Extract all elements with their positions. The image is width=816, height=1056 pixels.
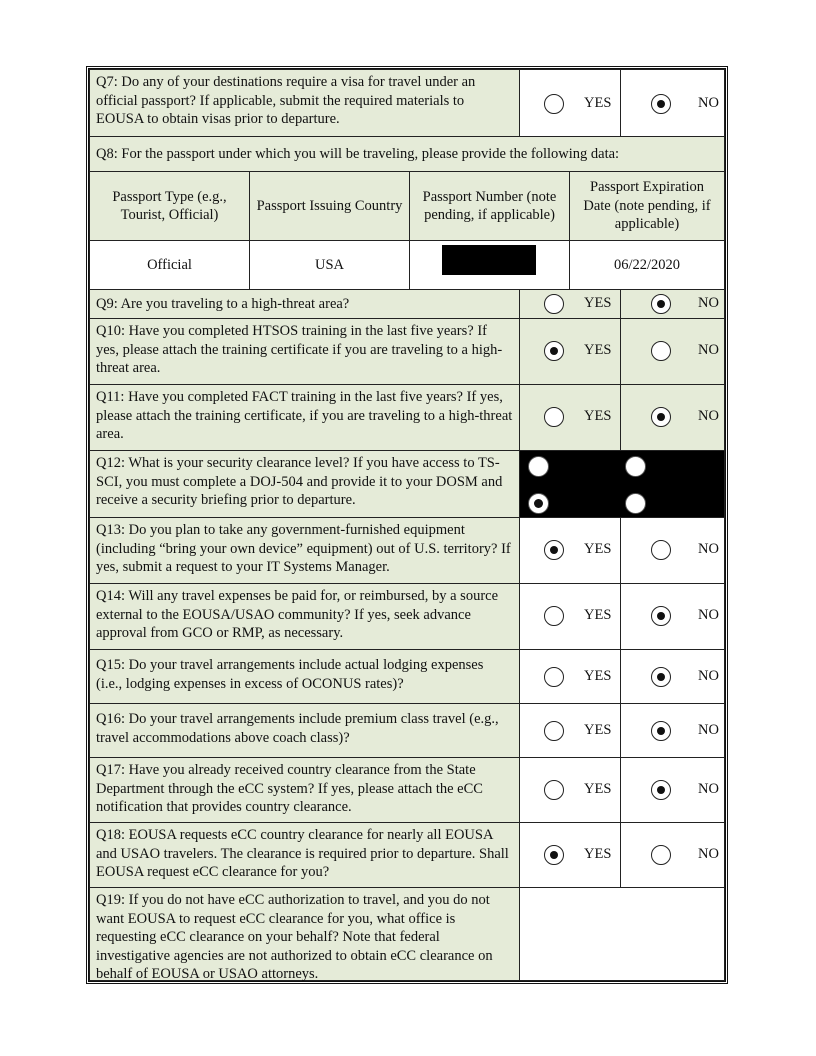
q7-question: Q7: Do any of your destinations require a visa for travel under an official passport? If applicable, submit the required materials to EOUSA to obtain visas prior to departure. (89, 69, 520, 137)
q14-no-label: NO (698, 607, 719, 623)
q15-yes-label: YES (584, 668, 612, 684)
q7-yes-option[interactable] (519, 69, 621, 137)
q9-no-option[interactable] (620, 289, 725, 319)
q16-yes-radio[interactable] (544, 721, 564, 741)
q9-question: Q9: Are you traveling to a high-threat area? (89, 289, 520, 319)
q7-no-label: NO (698, 95, 719, 111)
q18-yes-label: YES (584, 846, 612, 862)
q16-no-option[interactable] (620, 703, 725, 758)
q12-clearance-redacted[interactable] (519, 450, 725, 518)
q13-no-radio[interactable] (651, 540, 671, 560)
q12-option-4-radio[interactable] (625, 493, 646, 514)
q16-question: Q16: Do your travel arrangements include premium class travel (e.g., travel accommodations above coach class)? (89, 703, 520, 758)
q11-no-radio[interactable] (651, 407, 671, 427)
q13-no-label: NO (698, 541, 719, 557)
q10-yes-option[interactable] (519, 318, 621, 385)
q17-question: Q17: Have you already received country clearance from the State Department through the eCC system? If yes, please attach the eCC notification that provides country clearance. (89, 757, 520, 823)
q11-question: Q11: Have you completed FACT training in the last five years? If yes, please attach the training certificate, if you are traveling to a high-threat area. (89, 384, 520, 451)
q15-no-radio[interactable] (651, 667, 671, 687)
passport-country-header: Passport Issuing Country (249, 171, 410, 241)
q14-no-option[interactable] (620, 583, 725, 650)
q9-yes-option[interactable] (519, 289, 621, 319)
q19-question: Q19: If you do not have eCC authorization to travel, and you do not want EOUSA to request eCC clearance for you, what office is requesting eCC clearance on your behalf? Note that federal investigative agencies are not authorized to obtain eCC clearance on behalf of EOUSA or USAO attorneys. (89, 887, 520, 981)
q9-yes-radio[interactable] (544, 294, 564, 314)
q18-no-option[interactable] (620, 822, 725, 888)
q19-answer-field[interactable] (519, 887, 725, 981)
q16-yes-label: YES (584, 722, 612, 738)
q10-yes-radio[interactable] (544, 341, 564, 361)
q11-no-option[interactable] (620, 384, 725, 451)
q7-no-option[interactable] (620, 69, 725, 137)
q16-no-radio[interactable] (651, 721, 671, 741)
q10-yes-label: YES (584, 342, 612, 358)
q14-yes-radio[interactable] (544, 606, 564, 626)
q18-yes-radio[interactable] (544, 845, 564, 865)
q15-yes-radio[interactable] (544, 667, 564, 687)
q11-yes-option[interactable] (519, 384, 621, 451)
q11-no-label: NO (698, 408, 719, 424)
q11-yes-radio[interactable] (544, 407, 564, 427)
q10-no-label: NO (698, 342, 719, 358)
q9-yes-label: YES (584, 295, 612, 311)
passport-type-value[interactable]: Official (89, 240, 250, 290)
q9-no-radio[interactable] (651, 294, 671, 314)
q13-yes-label: YES (584, 541, 612, 557)
redaction-block (442, 245, 536, 275)
q15-no-option[interactable] (620, 649, 725, 704)
q15-no-label: NO (698, 668, 719, 684)
q17-yes-label: YES (584, 781, 612, 797)
q12-option-3-radio[interactable] (528, 493, 549, 514)
q14-no-radio[interactable] (651, 606, 671, 626)
q14-yes-label: YES (584, 607, 612, 623)
q7-no-radio[interactable] (651, 94, 671, 114)
q12-question: Q12: What is your security clearance level? If you have access to TS-SCI, you must complete a DOJ-504 and provide it to your DOSM and receive a security briefing prior to departure. (89, 450, 520, 518)
q17-yes-radio[interactable] (544, 780, 564, 800)
passport-number-value[interactable] (409, 240, 570, 290)
q13-yes-option[interactable] (519, 517, 621, 584)
q15-yes-option[interactable] (519, 649, 621, 704)
passport-country-value[interactable]: USA (249, 240, 410, 290)
q18-yes-option[interactable] (519, 822, 621, 888)
q16-no-label: NO (698, 722, 719, 738)
passport-type-header: Passport Type (e.g., Tourist, Official) (89, 171, 250, 241)
q17-no-radio[interactable] (651, 780, 671, 800)
q7-yes-radio[interactable] (544, 94, 564, 114)
passport-expiration-header: Passport Expiration Date (note pending, if applicable) (569, 171, 725, 241)
q16-yes-option[interactable] (519, 703, 621, 758)
passport-expiration-value[interactable]: 06/22/2020 (569, 240, 725, 290)
q12-option-1-radio[interactable] (528, 456, 549, 477)
travel-questionnaire-form (86, 66, 728, 984)
q18-no-label: NO (698, 846, 719, 862)
q12-option-2-radio[interactable] (625, 456, 646, 477)
q17-yes-option[interactable] (519, 757, 621, 823)
q13-question: Q13: Do you plan to take any government-furnished equipment (including “bring your own device” equipment) out of U.S. territory? If yes, submit a request to your IT Systems Manager. (89, 517, 520, 584)
q7-yes-label: YES (584, 95, 612, 111)
q17-no-label: NO (698, 781, 719, 797)
q10-no-option[interactable] (620, 318, 725, 385)
q18-question: Q18: EOUSA requests eCC country clearance for nearly all EOUSA and USAO travelers. The clearance is required prior to departure. Shall EOUSA request eCC clearance for you? (89, 822, 520, 888)
q14-question: Q14: Will any travel expenses be paid for, or reimbursed, by a source external to the EOUSA/USAO community? If yes, seek advance approval from GCO or RMP, as necessary. (89, 583, 520, 650)
q10-question: Q10: Have you completed HTSOS training in the last five years? If yes, please attach the training certificate if you are traveling to a high-threat area. (89, 318, 520, 385)
q9-no-label: NO (698, 295, 719, 311)
q8-question: Q8: For the passport under which you will be traveling, please provide the following data: (89, 136, 725, 172)
q18-no-radio[interactable] (651, 845, 671, 865)
q13-yes-radio[interactable] (544, 540, 564, 560)
q15-question: Q15: Do your travel arrangements include actual lodging expenses (i.e., lodging expenses in excess of OCONUS rates)? (89, 649, 520, 704)
q11-yes-label: YES (584, 408, 612, 424)
q13-no-option[interactable] (620, 517, 725, 584)
passport-number-header: Passport Number (note pending, if applicable) (409, 171, 570, 241)
q17-no-option[interactable] (620, 757, 725, 823)
q10-no-radio[interactable] (651, 341, 671, 361)
q14-yes-option[interactable] (519, 583, 621, 650)
